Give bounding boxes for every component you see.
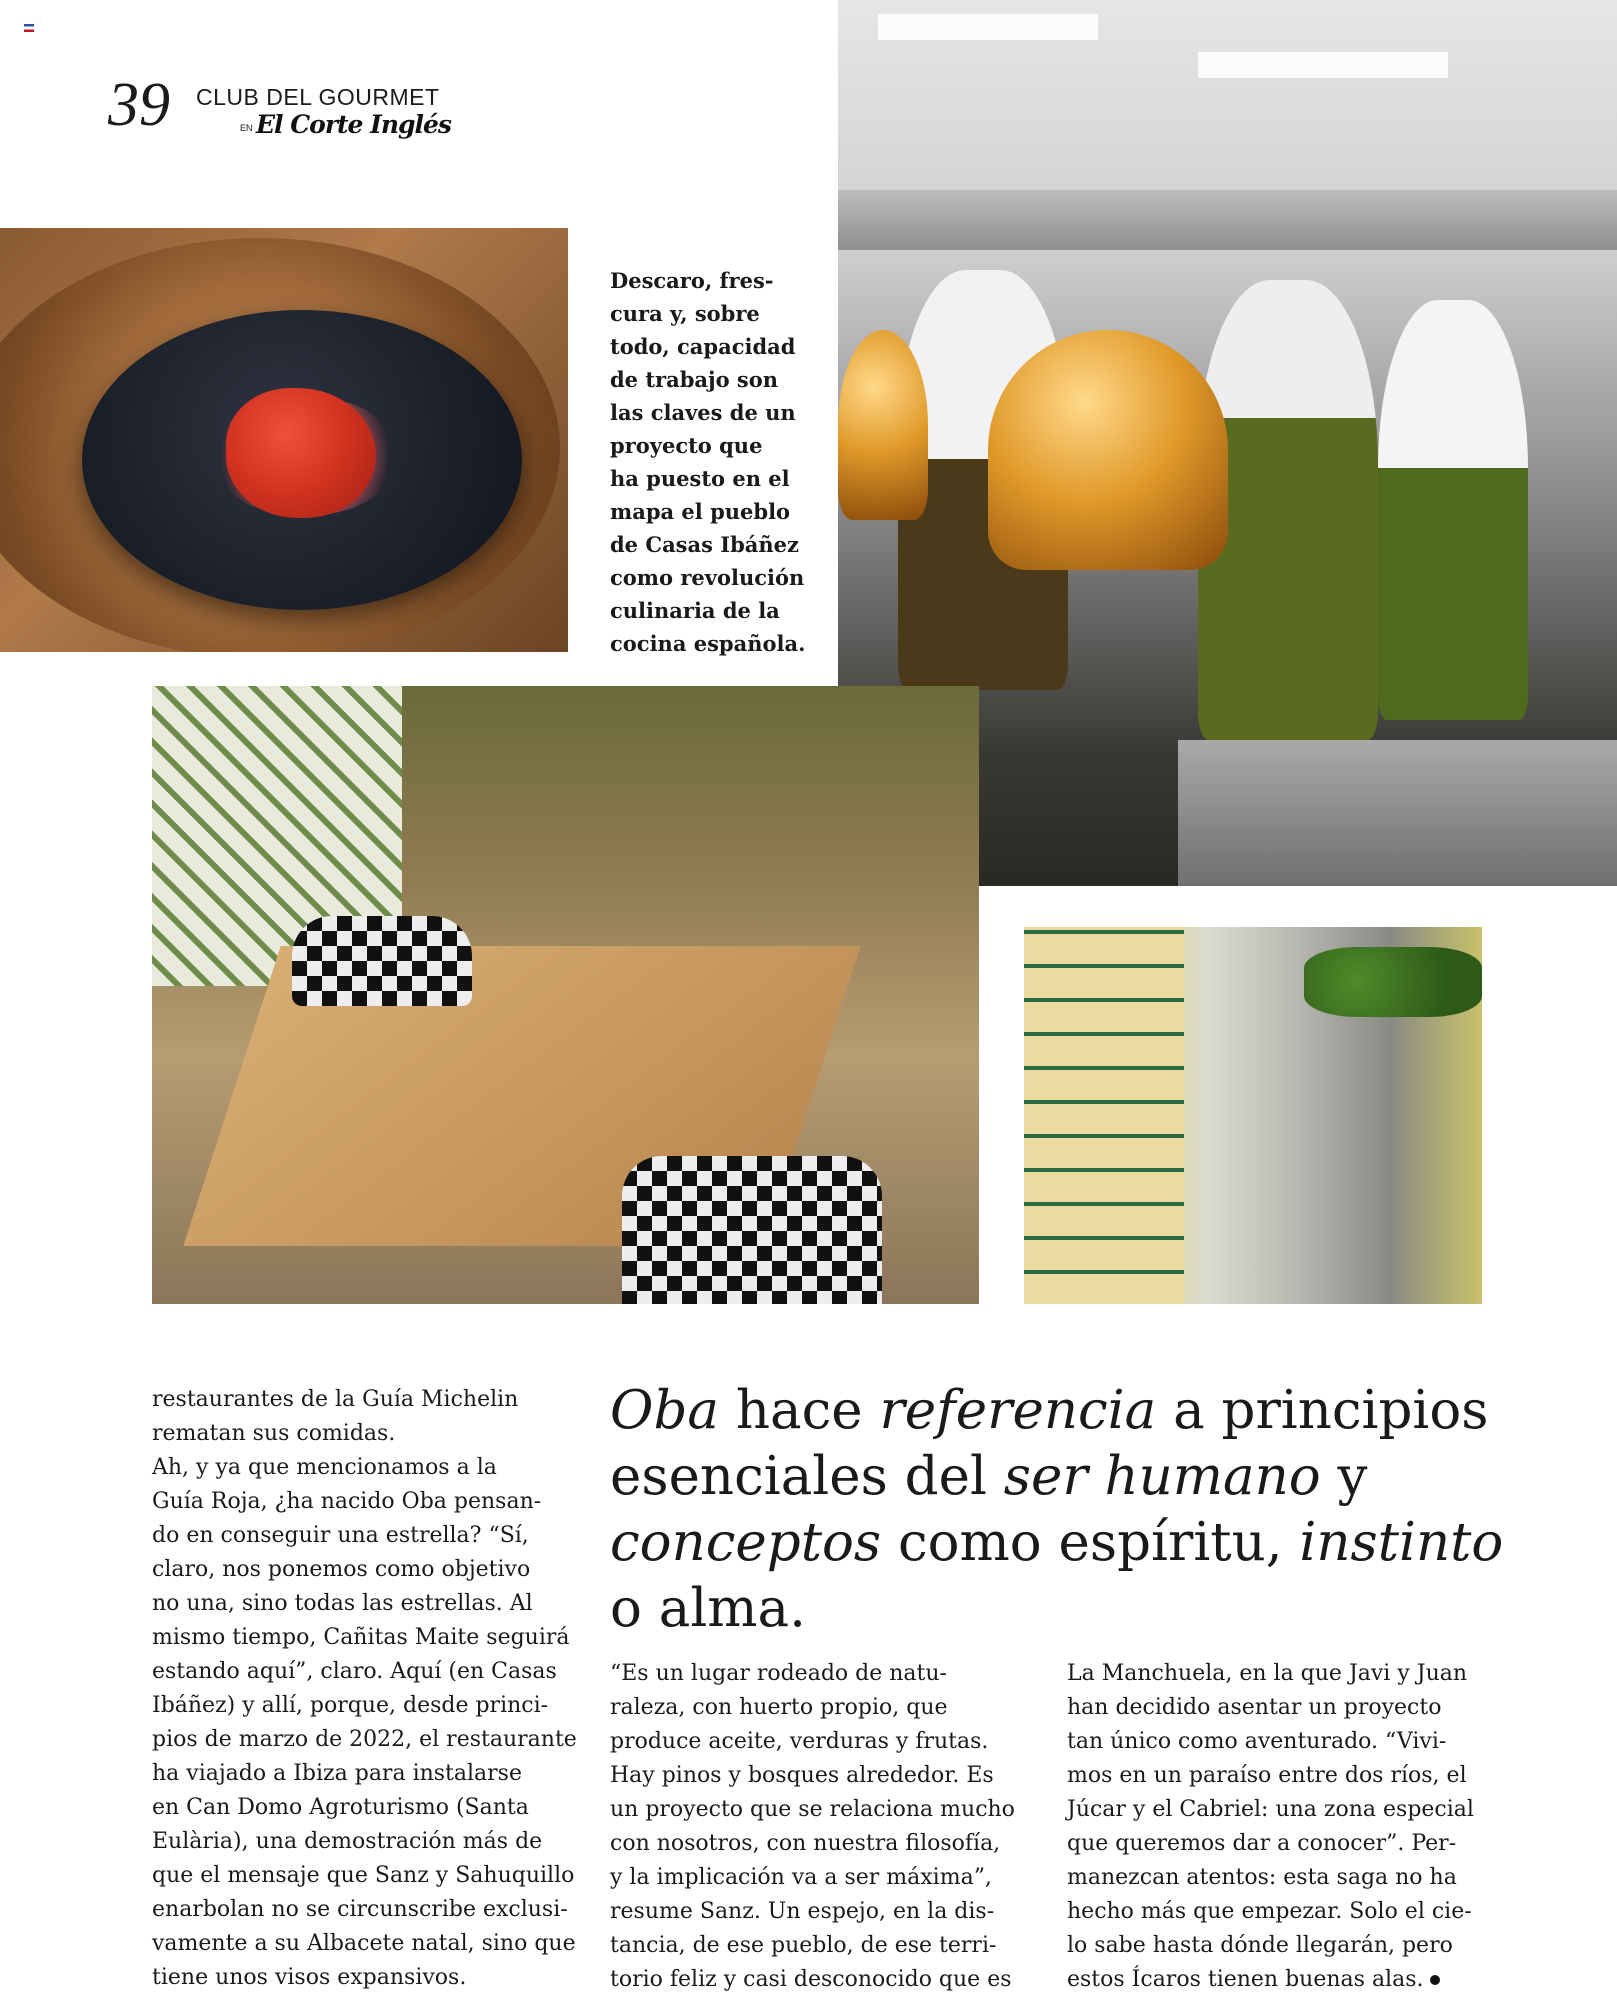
ceiling-light bbox=[1198, 52, 1448, 78]
brand-logo: El Corte Inglés bbox=[256, 110, 451, 139]
hanging-plants bbox=[1304, 947, 1482, 1017]
page-number: 39 bbox=[108, 71, 170, 139]
pull-quote-text: hace bbox=[718, 1380, 880, 1441]
pull-quote bbox=[610, 1378, 1510, 1642]
pull-quote-text: o alma. bbox=[610, 1578, 807, 1639]
pull-quote-italic: instinto bbox=[1299, 1512, 1504, 1573]
brand-prefix: EN bbox=[240, 123, 253, 133]
pull-quote-italic: ser humano bbox=[1003, 1446, 1321, 1507]
ceiling-light bbox=[878, 14, 1098, 40]
photo-caption: Descaro, fres- cura y, sobre todo, capacidad de trabajo son las claves de un proyecto que ha puesto en el mapa el pueblo de Casas Ibáñez como revolución culinaria de la cocina española. bbox=[610, 268, 806, 656]
end-mark-icon bbox=[1430, 1975, 1440, 1985]
dining-room-photo bbox=[152, 686, 979, 1304]
flag-icon bbox=[24, 24, 34, 32]
article-column-2: “Es un lugar rodeado de natu- raleza, con huerto propio, que produce aceite, verduras y frutas. Hay pinos y bosques alrededor. Es un proyecto que se relaciona mucho con nosotros, con nuestra filosofía, y la implicación va a ser máxima”, resume Sanz. Un espejo, en la dis- tancia, de ese pueblo, de ese terri- torio feliz y casi desconocido que es bbox=[610, 1661, 1015, 1992]
patterned-chair bbox=[622, 1156, 882, 1304]
chef-figure bbox=[1378, 300, 1528, 720]
pull-quote-text: a principios esenciales del bbox=[610, 1380, 1489, 1507]
dish-photo bbox=[0, 228, 568, 652]
pull-quote-text: y bbox=[1320, 1446, 1368, 1507]
article-column-3 bbox=[1067, 1657, 1487, 1997]
patterned-chair bbox=[292, 916, 472, 1006]
bar-interior-photo bbox=[1024, 927, 1482, 1304]
extractor-hood bbox=[838, 190, 1617, 250]
article-column-1: restaurantes de la Guía Michelin rematan sus comidas. Ah, y ya que mencionamos a la Guía Roja, ¿ha nacido Oba pensan- do en conseguir una estrella? “Sí, claro, nos ponemos como objetivo no una, sino todas las estrellas. Al mismo tiempo, Cañitas Maite seguirá estando aquí”, claro. Aquí (en Casas Ibáñez) y allí, porque, desde princi- pios de marzo de 2022, el restaurante ha viajado a Ibiza para instalarse en Can Domo Agroturismo (Santa Eulària), una demostración más de que el mensaje que Sanz y Sahuquillo enarbolan no se circunscribe exclusi- vamente a su Albacete natal, sino que tiene unos visos expansivos. bbox=[152, 1387, 577, 1990]
pull-quote-italic: Oba bbox=[610, 1380, 719, 1441]
red-lips-dessert bbox=[226, 388, 376, 518]
pull-quote-italic: conceptos bbox=[610, 1512, 882, 1573]
pull-quote-text: como espíritu, bbox=[881, 1512, 1300, 1573]
article-column-3-text: La Manchuela, en la que Javi y Juan han decidido asentar un proyecto tan único como aventurado. “Vivi- mos en un paraíso entre dos ríos, el Júcar y el Cabriel: una zona especial que queremos dar a conocer”. Per- manezcan atentos: esta saga no ha hecho más que empezar. Solo el cie- lo sabe hasta dónde llegarán, pero estos Ícaros tienen buenas alas. bbox=[1067, 1661, 1474, 1992]
steel-counter bbox=[1178, 740, 1617, 886]
copper-lamp bbox=[988, 330, 1228, 570]
club-title: CLUB DEL GOURMET bbox=[196, 84, 440, 110]
copper-lamp bbox=[838, 330, 928, 520]
illuminated-shelves bbox=[1024, 927, 1184, 1304]
pull-quote-italic: referencia bbox=[879, 1380, 1157, 1441]
